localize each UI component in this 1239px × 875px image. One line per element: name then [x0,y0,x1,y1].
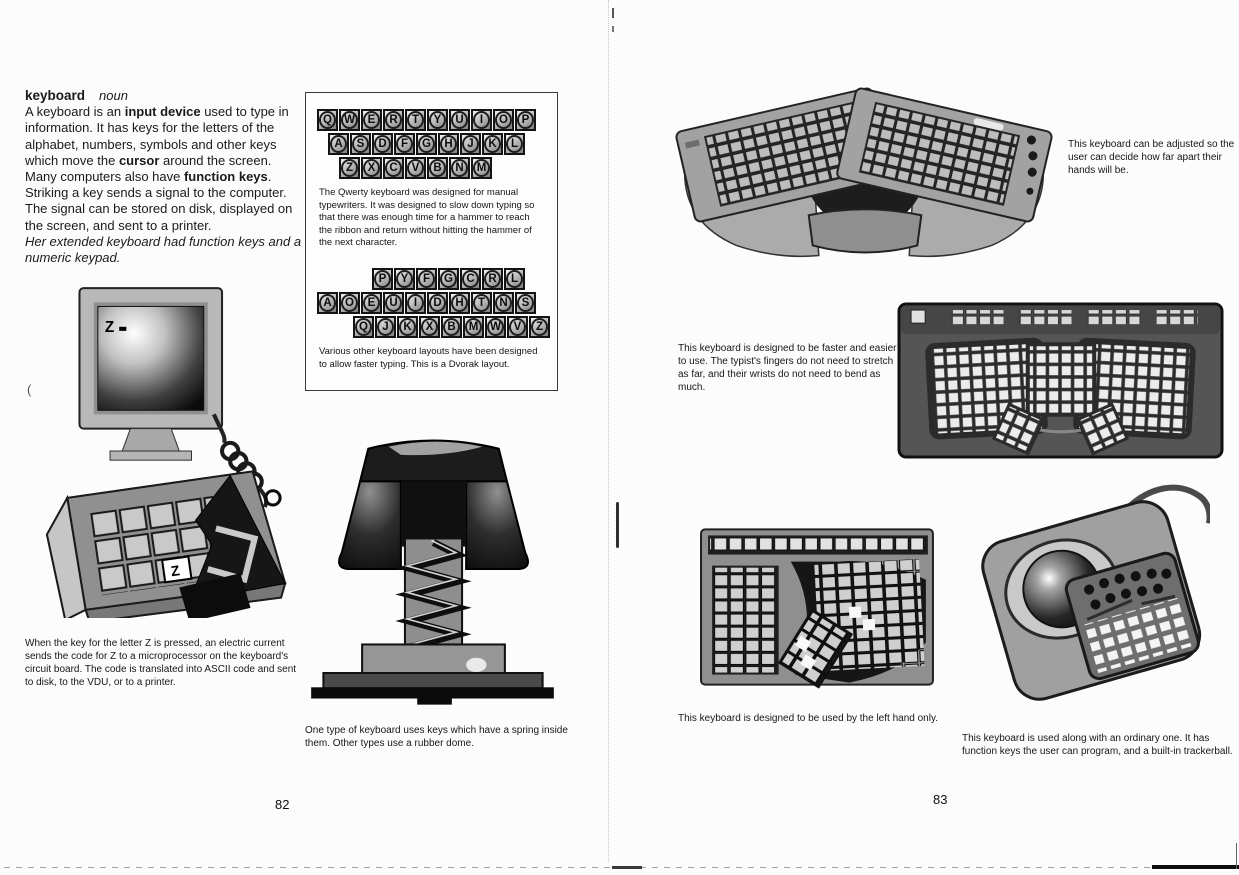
typewriter-key: A [317,292,338,314]
typewriter-key: X [419,316,440,338]
typewriter-key: Z [529,316,550,338]
scan-edge-line [1152,865,1239,869]
typewriter-key: N [493,292,514,314]
typewriter-key: T [471,292,492,314]
key-row [328,133,546,155]
key-row [317,109,546,131]
typewriter-key: K [482,133,503,155]
typewriter-key: Y [394,268,415,290]
typewriter-key: R [482,268,503,290]
entry-definition: A keyboard is an input device used to type in information. It has keys for the letters of the alphabet, numbers, symbols and other keys which move the cursor around the screen. Many computers also have function keys. Striking a key sends a signal to the computer. The signal can be stored on disk, displayed on the screen, and sent to a printer. [25,104,293,233]
z-key-caption: When the key for the letter Z is pressed, an electric current sends the code for Z to a microprocessor on the keyboard's circuit board. The code is translated into ASCII code and sent to disk, to the VDU, or to a printer. [25,638,297,688]
adjustable-keyboard-caption: This keyboard can be adjusted so the user can decide how far apart their hands will be. [1068,139,1235,176]
typewriter-key: U [449,109,470,131]
entry-example: Her extended keyboard had function keys and a numeric keypad. [25,233,302,266]
typewriter-key: G [438,268,459,290]
adjustable-keyboard-figure [668,58,1060,260]
scan-edge-line [1236,843,1237,869]
typewriter-key: M [463,316,484,338]
z-key-label: Z [169,563,181,581]
key-row [353,316,546,338]
typewriter-key: X [361,157,382,179]
page-number-left: 82 [275,797,290,812]
ergonomic-keyboard-figure [897,302,1224,463]
typewriter-key: H [438,133,459,155]
typewriter-key: S [350,133,371,155]
trackerball-keyboard-caption: This keyboard is used along with an ordinary one. It has function keys the user can program, and a built-in trackerball. [962,733,1233,757]
typewriter-key: E [361,109,382,131]
left-keypad [714,568,777,673]
typewriter-key: Z [339,157,360,179]
typewriter-key: L [504,268,525,290]
typewriter-key: F [394,133,415,155]
typewriter-key: Y [427,109,448,131]
dvorak-layout-figure [317,268,546,338]
typewriter-key: P [515,109,536,131]
fold-mark [616,502,619,548]
ergonomic-keyboard-caption: This keyboard is designed to be faster and easier to use. The typist's fingers do not need to stretch as far, and their wrists do not need to bend as much. [678,343,897,393]
stray-mark: ( [27,382,32,397]
typewriter-key: B [441,316,462,338]
center-keypad [1030,346,1092,412]
spring-key-caption: One type of keyboard uses keys which have a spring inside them. Other types use a rubber dome. [305,725,568,749]
monitor-keyboard-figure [36,282,292,618]
page-fold-line [608,0,609,862]
qwerty-caption: The Qwerty keyboard was designed for manual typewriters. It was designed to slow down typing so that there was enough time for a hammer to reach the ribbon and return without hitting the hammer of the next character. [319,187,535,249]
typewriter-key: W [339,109,360,131]
scan-edge-line [612,866,642,869]
keyboard-layouts-box [305,92,558,391]
typewriter-key: O [493,109,514,131]
left-hand-keyboard-figure [698,521,940,693]
crt-cursor [119,327,126,331]
typewriter-key: Q [317,109,338,131]
typewriter-key: C [383,157,404,179]
typewriter-key: R [383,109,404,131]
key-row [372,268,546,290]
typewriter-key: O [339,292,360,314]
typewriter-key: J [375,316,396,338]
typewriter-key: M [471,157,492,179]
typewriter-key: U [383,292,404,314]
crt-screen-text: Z [104,318,115,336]
typewriter-key: G [416,133,437,155]
dictionary-entry [25,88,303,266]
spring-key-figure [303,430,563,706]
typewriter-key: S [515,292,536,314]
typewriter-key: I [471,109,492,131]
entry-headword: keyboard [25,88,86,103]
typewriter-key: A [328,133,349,155]
typewriter-key: F [416,268,437,290]
typewriter-key: C [460,268,481,290]
typewriter-key: I [405,292,426,314]
fold-mark [612,26,614,32]
key-row [317,292,546,314]
key-row [339,157,546,179]
typewriter-key: E [361,292,382,314]
typewriter-key: B [427,157,448,179]
typewriter-key: D [427,292,448,314]
typewriter-key: L [504,133,525,155]
typewriter-key: J [460,133,481,155]
typewriter-key: Q [353,316,374,338]
trackerball-keyboard-figure [973,477,1210,704]
page-number-right: 83 [933,792,948,807]
dvorak-caption: Various other keyboard layouts have been designed to allow faster typing. This is a Dvorak layout. [319,345,538,370]
qwerty-layout-figure [317,109,546,179]
typewriter-key: D [372,133,393,155]
typewriter-key: T [405,109,426,131]
typewriter-key: K [397,316,418,338]
typewriter-key: V [507,316,528,338]
typewriter-key: N [449,157,470,179]
typewriter-key: H [449,292,470,314]
typewriter-key: V [405,157,426,179]
entry-part-of-speech: noun [99,88,128,103]
typewriter-key: W [485,316,506,338]
typewriter-key: P [372,268,393,290]
fold-mark [612,8,614,18]
left-hand-keyboard-caption: This keyboard is designed to be used by the left hand only. [678,713,938,724]
